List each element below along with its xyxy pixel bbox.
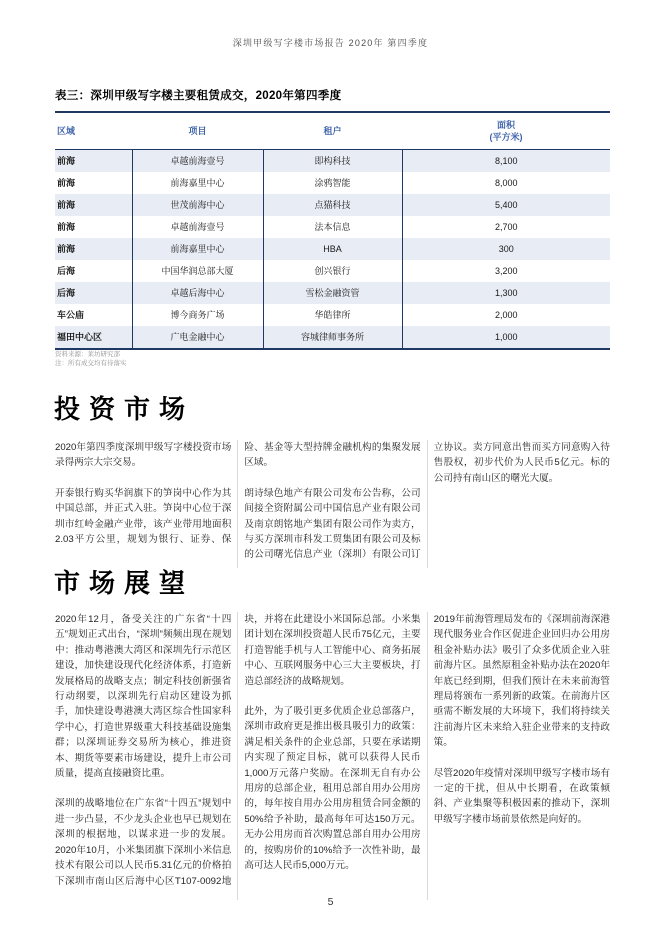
cell-region: 前海 xyxy=(57,156,76,166)
cell-region: 前海 xyxy=(57,244,76,254)
section-body-market-outlook xyxy=(55,612,610,900)
cell-tenant: 雪松金融资管 xyxy=(263,282,402,304)
paragraph: 深圳的战略地位在广东省“十四五”规划中进一步凸显，不少龙头企业也早已规划在深圳的根据地，以谋求进一步的发展。2020年10月，小米集团旗下深圳小米信息技术有限公司以人民币5.31亿元的价格拍下深圳市南山区后海中心区T107-0092地块，并将在此建设小米国际总部。小米集团计划在深圳投资超人民币75亿元，主要打造智能手机与人工智能中心、商务拓展中心、互联网服务中心三大主要板块，打造总部经济的战略规划。 xyxy=(55,614,421,887)
section-body-investment-market xyxy=(55,440,610,568)
cell-project: 卓越前海壹号 xyxy=(132,150,263,173)
cell-area: 1,000 xyxy=(402,326,610,349)
cell-tenant: 即构科技 xyxy=(263,150,402,173)
cell-area: 8,100 xyxy=(402,150,610,173)
cell-area: 1,300 xyxy=(402,282,610,304)
table-row xyxy=(55,238,610,260)
col-header-project: 项目 xyxy=(132,112,263,150)
table-row xyxy=(55,172,610,194)
table-row xyxy=(55,282,610,304)
lease-transactions-table xyxy=(55,111,610,350)
section-heading-investment-market: 投资市场 xyxy=(54,394,195,424)
table-row xyxy=(55,304,610,326)
table-title: 表三：深圳甲级写字楼主要租赁成交，2020年第四季度 xyxy=(55,90,342,102)
lease-table-body xyxy=(55,150,610,350)
cell-project: 中国华润总部大厦 xyxy=(132,260,263,282)
cell-region: 前海 xyxy=(57,222,76,232)
table-row xyxy=(55,150,610,173)
col-header-area xyxy=(402,112,610,150)
paragraph: 尽管2020年疫情对深圳甲级写字楼市场有一定的干扰，但从中长期看，在政策倾斜、产业集聚等积极因素的推动下，深圳甲级写字楼市场前景依然是向好的。 xyxy=(433,767,610,825)
cell-region: 前海 xyxy=(57,200,76,210)
table-row xyxy=(55,216,610,238)
paragraph: 2020年12月，备受关注的广东省“十四五”规划正式出台，“深圳”频频出现在规划中：推动粤港澳大湾区和深圳先行示范区建设，加快建设现代化经济体系，打造新发展格局的战略支点；制定科技创新强省行动纲要，以深圳先行启动区建设为抓手，加快建设粤港澳大湾区综合性国家科学中心，打造世界级重大科技基础设施集群；以深圳证券交易所为核心，推进资本、期货等要素市场建设，提升上市公司质量，提高直接融资比重。 xyxy=(55,614,232,780)
col-header-region: 区域 xyxy=(55,112,132,150)
cell-tenant: 涂鸦智能 xyxy=(263,172,402,194)
cell-project: 世茂前海中心 xyxy=(132,194,263,216)
cell-tenant: 法本信息 xyxy=(263,216,402,238)
cell-area: 8,000 xyxy=(402,172,610,194)
cell-tenant: 华皓律所 xyxy=(263,304,402,326)
cell-area: 5,400 xyxy=(402,194,610,216)
cell-area: 2,000 xyxy=(402,304,610,326)
cell-tenant: 点猫科技 xyxy=(263,194,402,216)
cell-project: 卓越前海壹号 xyxy=(132,216,263,238)
cell-region: 后海 xyxy=(57,266,76,276)
page-number: 5 xyxy=(327,896,334,908)
footnote: 注：所有成交均有待落实 xyxy=(55,360,127,367)
cell-area: 3,200 xyxy=(402,260,610,282)
table-row xyxy=(55,260,610,282)
paragraph: 开泰银行购买华润旗下的笋岗中心作为其中国总部，并正式入驻。笋岗中心位于深圳市红岭金融产业带，该产业带用地面积2.03平方公里，规划为银行、证券、保险、基金等大型持牌金融机构的集聚发展区域。 xyxy=(55,442,421,546)
section-heading-market-outlook: 市场展望 xyxy=(54,568,195,598)
cell-area: 2,700 xyxy=(402,216,610,238)
cell-tenant: 创兴银行 xyxy=(263,260,402,282)
cell-project: 广电金融中心 xyxy=(132,326,263,349)
cell-region: 福田中心区 xyxy=(57,332,103,342)
paragraph: 2019年前海管理局发布的《深圳前海深港现代服务业合作区促进企业回归办公用房租金补贴办法》吸引了众多优质企业入驻前海片区。虽然原租金补贴办法在2020年年底已经到期，但我们预计在未来前海管理局将颁布一系列新的政策。在前海片区亟需不断发展的大环境下，我们将持续关注前海片区未来给入驻企业带来的支持政策。 xyxy=(433,614,610,749)
cell-project: 前海嘉里中心 xyxy=(132,172,263,194)
source-note: 资料来源：莱坊研究部 xyxy=(55,351,120,358)
table-notes xyxy=(55,350,127,368)
cell-project: 前海嘉里中心 xyxy=(132,238,263,260)
col-header-tenant: 租户 xyxy=(263,112,402,150)
col-header-area-line2: (平方米) xyxy=(489,132,523,142)
cell-tenant: HBA xyxy=(263,238,402,260)
paragraph: 此外，为了吸引更多优质企业总部落户，深圳市政府更是推出极具吸引力的政策：满足相关条件的企业总部，只要在承诺期内实现了预定目标，就可以获得人民币1,000万元落户奖励。在深圳无自有办公用房的总部企业，租用总部自用办公用房的，每年按自用办公用房租赁合同金额的50%给予补助，最高每年可达150万元。无办公用房而首次购置总部自用办公用房的，按购房价的10%给予一次性补助，最高可达人民币5,000万元。 xyxy=(244,706,421,872)
table-row xyxy=(55,326,610,349)
cell-area: 300 xyxy=(402,238,610,260)
cell-region: 车公庙 xyxy=(57,310,85,320)
table-row xyxy=(55,194,610,216)
cell-project: 卓越后海中心 xyxy=(132,282,263,304)
running-header: 深圳甲级写字楼市场报告 2020年 第四季度 xyxy=(232,38,429,48)
cell-tenant: 容城律师事务所 xyxy=(263,326,402,349)
cell-region: 后海 xyxy=(57,288,76,298)
cell-region: 前海 xyxy=(57,178,76,188)
cell-project: 博今商务广场 xyxy=(132,304,263,326)
col-header-area-line1: 面积 xyxy=(496,120,515,130)
table-header-row xyxy=(55,112,610,150)
paragraph: 2020年第四季度深圳甲级写字楼投资市场录得两宗大宗交易。 xyxy=(55,442,232,469)
paragraph: 朗诗绿色地产有限公司发布公告称，公司间接全资附属公司中国信息产业有限公司及南京朗铭地产集团有限公司作为卖方，与买方深圳市科发工贸集团有限公司及标的公司曙光信息产业（深圳）有限公司订立协议。卖方同意出售而买方同意购入待售股权，初步代价为人民币5亿元。标的公司持有南山区的曙光大厦。 xyxy=(244,442,610,561)
